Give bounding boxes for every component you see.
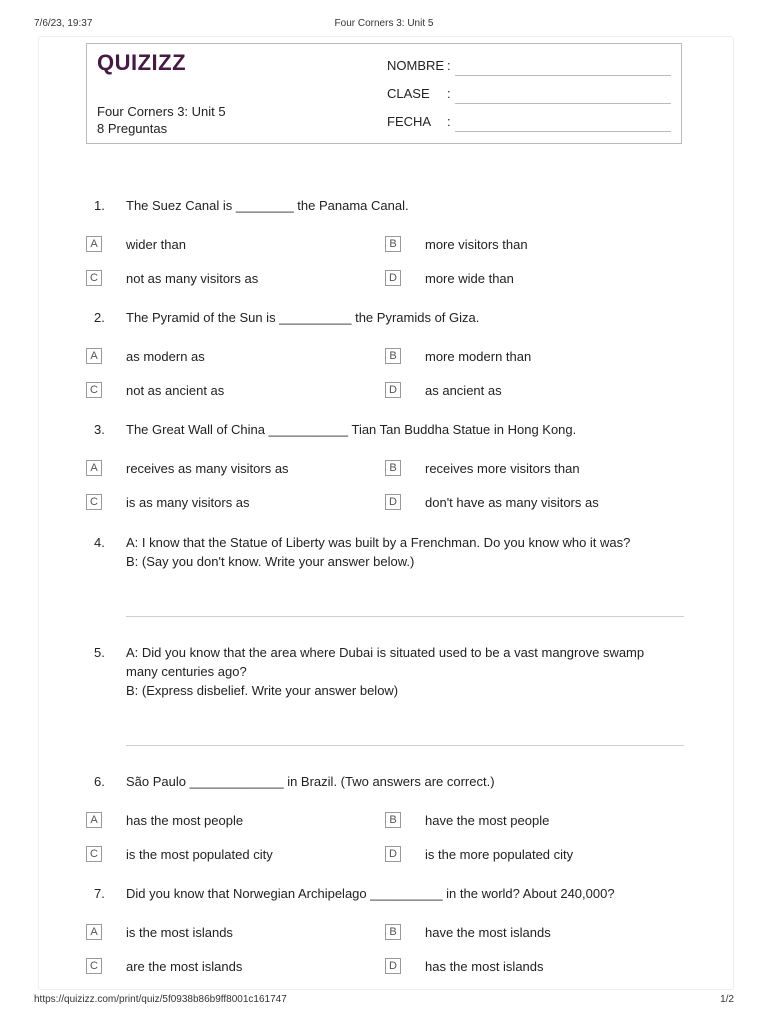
name-field[interactable] [387, 58, 677, 76]
class-colon: : [447, 86, 451, 101]
option-text: has the most people [126, 813, 244, 828]
question-number: 7. [94, 886, 105, 901]
question-number: 4. [94, 535, 105, 550]
option-letter: A [86, 236, 102, 252]
question-count: 8 Preguntas [97, 121, 168, 136]
date-colon: : [447, 114, 451, 129]
question-number: 3. [94, 422, 105, 437]
name-colon: : [447, 58, 451, 73]
question-text: A: Did you know that the area where Dubai is situated used to be a vast mangrove swamp [126, 645, 645, 660]
option-text: wider than [126, 237, 186, 252]
option-text: is the more populated city [425, 847, 574, 862]
quizizz-logo: QUIZIZZ [97, 50, 187, 75]
option-text: more wide than [425, 271, 514, 286]
option-letter: D [385, 382, 401, 398]
class-label: CLASE [387, 86, 430, 101]
name-label: NOMBRE [387, 58, 445, 73]
option-letter: C [86, 958, 102, 974]
question-number: 2. [94, 310, 105, 325]
date-label: FECHA [387, 114, 432, 129]
option-letter: C [86, 270, 102, 286]
option-text: receives more visitors than [425, 461, 580, 476]
option-letter: B [385, 924, 401, 940]
option-text: as ancient as [425, 383, 502, 398]
date-line [455, 131, 671, 132]
question-number: 6. [94, 774, 105, 789]
option-text: have the most people [425, 813, 550, 828]
print-title: Four Corners 3: Unit 5 [334, 18, 434, 29]
question-text: The Suez Canal is ________ the Panama Canal. [126, 198, 409, 213]
question-text: B: (Express disbelief. Write your answer below) [126, 683, 399, 698]
question-text: São Paulo _____________ in Brazil. (Two answers are correct.) [126, 774, 495, 789]
option-letter: D [385, 270, 401, 286]
option-letter: D [385, 846, 401, 862]
option-letter: A [86, 924, 102, 940]
option-text: as modern as [126, 349, 205, 364]
option-text: more modern than [425, 349, 532, 364]
option-letter: B [385, 348, 401, 364]
quiz-header-box [86, 43, 682, 144]
answer-line[interactable] [126, 745, 684, 746]
print-header [34, 18, 734, 32]
option-text: receives as many visitors as [126, 461, 289, 476]
option-text: is as many visitors as [126, 495, 250, 510]
question-text: many centuries ago? [126, 664, 247, 679]
option-text: has the most islands [425, 959, 544, 974]
option-text: more visitors than [425, 237, 528, 252]
print-date: 7/6/23, 19:37 [34, 18, 93, 29]
question-text: A: I know that the Statue of Liberty was built by a Frenchman. Do you know who it was? [126, 535, 631, 550]
quiz-title: Four Corners 3: Unit 5 [97, 104, 226, 119]
option-text: is the most populated city [126, 847, 273, 862]
question-text: B: (Say you don't know. Write your answer below.) [126, 554, 415, 569]
date-field[interactable] [387, 114, 677, 132]
class-line [455, 103, 671, 104]
question-text: Did you know that Norwegian Archipelago __________ in the world? About 240,000? [126, 886, 615, 901]
question-number: 1. [94, 198, 105, 213]
option-letter: D [385, 958, 401, 974]
option-letter: C [86, 382, 102, 398]
option-letter: B [385, 460, 401, 476]
option-letter: C [86, 494, 102, 510]
page-number: 1/2 [720, 994, 734, 1005]
option-text: is the most islands [126, 925, 233, 940]
name-line [455, 75, 671, 76]
option-text: not as ancient as [126, 383, 225, 398]
question-number: 5. [94, 645, 105, 660]
option-letter: B [385, 812, 401, 828]
question-text: The Great Wall of China ___________ Tian Tan Buddha Statue in Hong Kong. [126, 422, 577, 437]
class-field[interactable] [387, 86, 677, 104]
question-text: The Pyramid of the Sun is __________ the Pyramids of Giza. [126, 310, 480, 325]
print-url[interactable]: https://quizizz.com/print/quiz/5f0938b86b9ff8001c161747 [34, 994, 287, 1005]
option-letter: D [385, 494, 401, 510]
option-letter: C [86, 846, 102, 862]
answer-line[interactable] [126, 616, 684, 617]
option-text: not as many visitors as [126, 271, 259, 286]
option-letter: A [86, 812, 102, 828]
option-letter: B [385, 236, 401, 252]
option-text: are the most islands [126, 959, 243, 974]
option-text: don't have as many visitors as [425, 495, 599, 510]
option-letter: A [86, 348, 102, 364]
option-letter: A [86, 460, 102, 476]
option-text: have the most islands [425, 925, 551, 940]
